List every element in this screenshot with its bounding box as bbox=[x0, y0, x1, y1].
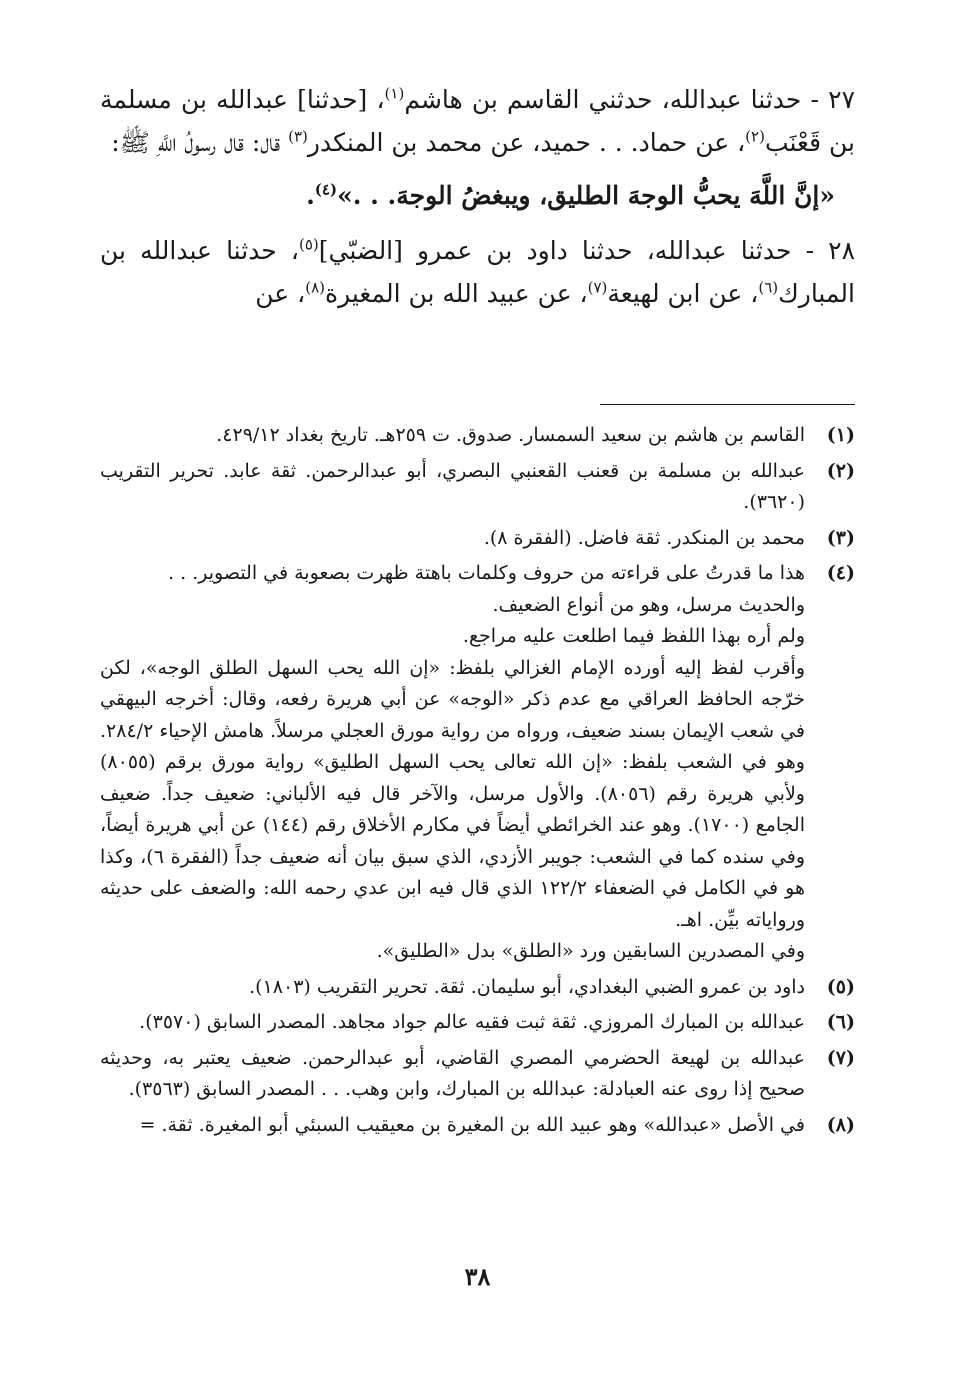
hadith-text bbox=[100, 174, 855, 217]
footnote-ref-4[interactable]: (٤) bbox=[314, 180, 338, 199]
paragraph-27-part1: ٢٧ - حدثنا عبدالله، حدثني القاسم بن هاشم bbox=[404, 85, 855, 114]
footnote-line: ولم أره بهذا اللفظ فيما اطلعت عليه مراجع. bbox=[462, 625, 805, 647]
footnote-7 bbox=[100, 1043, 855, 1106]
paragraph-28-part4: ، عن عبيد الله بن المغيرة bbox=[325, 279, 588, 308]
footnote-line: داود بن عمرو الضبي البغدادي، أبو سليمان. ثقة. تحرير التقريب (١٨٠٣). bbox=[249, 975, 805, 998]
footnote-body bbox=[100, 1043, 805, 1106]
footnote-line: عبدالله بن المبارك المروزي. ثقة ثبت فقيه عالم جواد مجاهد. المصدر السابق (٣٥٧٠). bbox=[139, 1011, 805, 1033]
footnote-ref-6[interactable]: (٦) bbox=[758, 278, 779, 297]
footnote-divider bbox=[600, 404, 855, 405]
footnote-body bbox=[100, 558, 805, 968]
footnote-5 bbox=[100, 972, 855, 1004]
footnote-number: (٤) bbox=[826, 562, 855, 584]
footnote-number: (١) bbox=[826, 424, 855, 446]
footnote-body bbox=[100, 972, 805, 1004]
footnote-body bbox=[100, 1007, 805, 1039]
footnote-2 bbox=[100, 456, 855, 519]
hadith-quote: «إنَّ اللَّهَ يحبُّ الوجهَ الطليق، ويبغضُ الوجهَ. . .» bbox=[337, 181, 835, 210]
footnote-number: (٦) bbox=[826, 1011, 855, 1033]
footnote-ref-1[interactable]: (١) bbox=[384, 84, 405, 103]
page-number: ٣٨ bbox=[464, 1262, 491, 1291]
footnote-line: وفي المصدرين السابقين ورد «الطلق» بدل «الطليق». bbox=[376, 940, 805, 962]
footnote-ref-8[interactable]: (٨) bbox=[305, 278, 325, 297]
footnotes bbox=[100, 420, 855, 1145]
main-text bbox=[100, 78, 855, 315]
footnote-4 bbox=[100, 558, 855, 968]
paragraph-28-part3: ، عن ابن لهيعة bbox=[607, 279, 759, 308]
paragraph-27-part4: قال: قال رسولُ اللَّهِ ﷺ: bbox=[111, 128, 289, 157]
footnote-ref-2[interactable]: (٢) bbox=[745, 127, 765, 146]
footnote-line: عبدالله بن لهيعة الحضرمي المصري القاضي، أبو عبدالرحمن. ضعيف يعتبر به، وحديثه صحيح إذا روى عنه العبادلة: عبدالله بن المبارك، وابن وهب. . . المصدر السابق (٣٥٦٣). bbox=[100, 1046, 805, 1100]
footnote-8 bbox=[100, 1110, 855, 1142]
footnote-number: (٨) bbox=[826, 1113, 855, 1136]
footnote-6 bbox=[100, 1007, 855, 1039]
footnote-line: وأقرب لفظ إليه أورده الإمام الغزالي بلفظ: «إن الله يحب السهل الطلق الوجه»، لكن خرّجه الحافظ العراقي مع عدم ذكر «الوجه» عن أبي هريرة رفعه، وقال: أخرجه البيهقي في شعب الإيمان بسند ضعيف، ورواه من رواية مورق العجلي مرسلاً. هامش الإحياء ٢٨٤/٢. وهو في الشعب بلفظ: «إن الله تعالى يحب السهل الطليق» رواية مورق برقم (٨٠٥٥) ولأبي هريرة رقم (٨٠٥٦). والأول مرسل، والآخر قال فيه الألباني: ضعيف جداً. ضعيف الجامع (١٧٠٠). وهو عند الخرائطي أيضاً في مكارم الأخلاق رقم (١٤٤) عن أبي هريرة أيضاً، وفي سنده كما في الشعب: جويبر الأزدي، الذي سبق بيان أنه ضعيف جداً (الفقرة ٦)، وكذا هو في الكامل في الضعفاء ١٢٢/٢ الذي قال فيه ابن عدي رحمه الله: والضعف على حديثه ورواياته بيِّن. اهـ. bbox=[100, 656, 805, 931]
footnote-1 bbox=[100, 420, 855, 452]
paragraph-27-part2: ، [حدثنا] عبدالله بن مسلمة بن قَعْنَب bbox=[100, 85, 855, 157]
footnote-ref-7[interactable]: (٧) bbox=[587, 278, 608, 297]
paragraph-28-part5: ، عن bbox=[255, 279, 306, 308]
footnote-number: (٥) bbox=[826, 975, 855, 998]
footnote-body bbox=[100, 1110, 805, 1142]
paragraph-27 bbox=[100, 78, 855, 164]
footnote-line: عبدالله بن مسلمة بن قعنب القعنبي البصري، أبو عبدالرحمن. ثقة عابد. تحرير التقريب (٣٦٢٠). bbox=[100, 459, 805, 513]
hadith-end: . bbox=[306, 181, 315, 210]
footnote-3 bbox=[100, 523, 855, 555]
paragraph-28-part2: ، حدثنا عبدالله بن المبارك bbox=[100, 236, 855, 308]
paragraph-28 bbox=[100, 229, 855, 315]
footnote-body bbox=[100, 523, 805, 555]
footnote-line: والحديث مرسل، وهو من أنواع الضعيف. bbox=[492, 593, 805, 616]
footnote-number: (٧) bbox=[826, 1046, 855, 1069]
footnote-number: (٢) bbox=[826, 459, 855, 482]
paragraph-27-part3: ، عن حماد. . . حميد، عن محمد بن المنكدر bbox=[307, 128, 746, 157]
footnote-line: هذا ما قدرتُ على قراءته من حروف وكلمات باهتة ظهرت بصعوبة في التصوير. . . bbox=[168, 562, 805, 584]
footnote-ref-5[interactable]: (٥) bbox=[298, 235, 319, 254]
footnote-line: القاسم بن هاشم بن سعيد السمسار. صدوق. ت ٢٥٩هـ. تاريخ بغداد ٤٢٩/١٢. bbox=[216, 424, 805, 446]
footnote-ref-3[interactable]: (٣) bbox=[288, 127, 308, 146]
footnote-line: في الأصل «عبدالله» وهو عبيد الله بن المغيرة بن معيقيب السبئي أبو المغيرة. ثقة. = bbox=[139, 1113, 805, 1136]
footnote-number: (٣) bbox=[826, 526, 855, 549]
footnote-body bbox=[100, 420, 805, 452]
footnote-line: محمد بن المنكدر. ثقة فاضل. (الفقرة ٨). bbox=[483, 526, 805, 549]
footnote-body bbox=[100, 456, 805, 519]
paragraph-28-part1: ٢٨ - حدثنا عبدالله، حدثنا داود بن عمرو [الضبّي] bbox=[318, 236, 856, 265]
